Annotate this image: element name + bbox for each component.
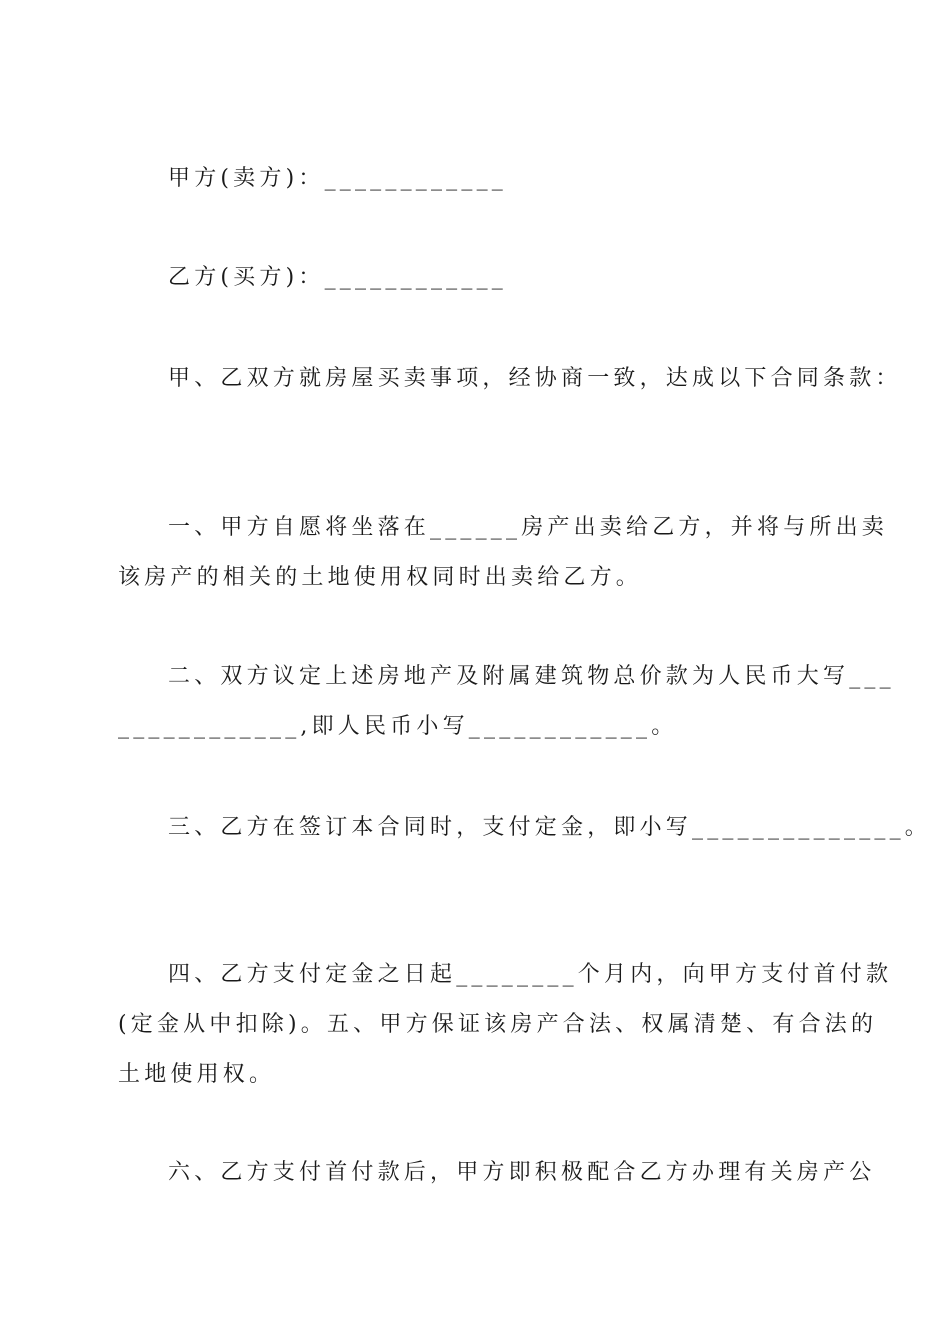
clause-6-line-1: 六、乙方支付首付款后，甲方即积极配合乙方办理有关房产公 [168, 1160, 876, 1185]
clause-2-line-2: ____________,即人民币小写____________。 [118, 714, 678, 739]
party-b-line: 乙方(买方)：____________ [168, 265, 507, 290]
party-a-line: 甲方(卖方)：____________ [168, 166, 507, 191]
clause-2-line-1: 二、双方议定上述房地产及附属建筑物总价款为人民币大写___ [168, 664, 895, 689]
clause-4-line-3: 土地使用权。 [118, 1062, 276, 1087]
clause-1-line-2: 该房产的相关的土地使用权同时出卖给乙方。 [118, 565, 643, 590]
clause-1-line-1: 一、甲方自愿将坐落在______房产出卖给乙方，并将与所出卖 [168, 515, 889, 540]
clause-4-line-2: (定金从中扣除)。五、甲方保证该房产合法、权属清楚、有合法的 [118, 1012, 878, 1037]
clause-3-line-1: 三、乙方在签订本合同时，支付定金，即小写______________。 [168, 815, 932, 840]
clause-4-line-1: 四、乙方支付定金之日起________个月内，向甲方支付首付款 [168, 962, 893, 987]
preamble-line: 甲、乙双方就房屋买卖事项，经协商一致，达成以下合同条款： [168, 366, 902, 391]
